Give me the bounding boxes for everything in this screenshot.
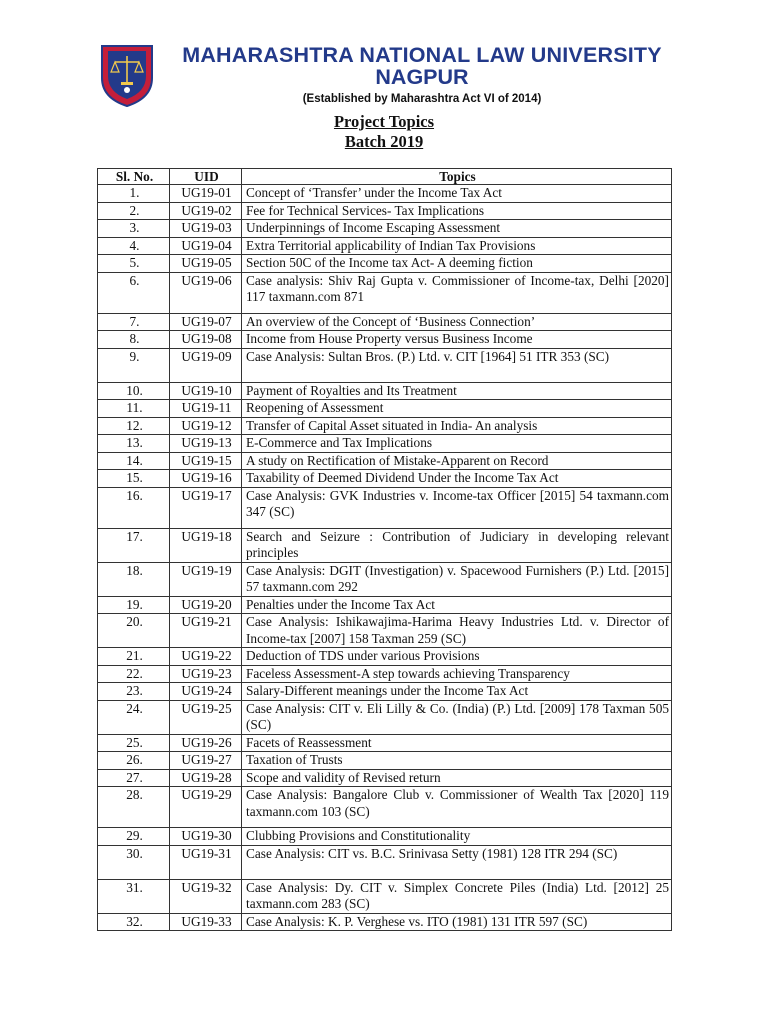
- serial-number-cell: 9.: [98, 348, 170, 382]
- document-titles: [0, 112, 768, 152]
- table-row: [98, 400, 672, 418]
- column-header-uid: UID: [170, 169, 242, 185]
- uid-cell: UG19-08: [170, 331, 242, 349]
- topic-cell: Underpinnings of Income Escaping Assessment: [242, 220, 672, 238]
- table-row: [98, 879, 672, 913]
- table-row: [98, 700, 672, 734]
- serial-number-cell: 23.: [98, 683, 170, 701]
- serial-number-cell: 11.: [98, 400, 170, 418]
- topic-cell: Deduction of TDS under various Provisions: [242, 648, 672, 666]
- uid-cell: UG19-18: [170, 528, 242, 562]
- table-row: [98, 331, 672, 349]
- serial-number-cell: 26.: [98, 752, 170, 770]
- uid-cell: UG19-25: [170, 700, 242, 734]
- serial-number-cell: 19.: [98, 596, 170, 614]
- topic-cell: Extra Territorial applicability of Indian Tax Provisions: [242, 237, 672, 255]
- topic-cell: Salary-Different meanings under the Income Tax Act: [242, 683, 672, 701]
- uid-cell: UG19-02: [170, 202, 242, 220]
- serial-number-cell: 7.: [98, 313, 170, 331]
- uid-cell: UG19-29: [170, 787, 242, 828]
- topic-cell: Case analysis: Shiv Raj Gupta v. Commissioner of Income-tax, Delhi [2020] 117 taxmann.com 871: [242, 272, 672, 313]
- serial-number-cell: 6.: [98, 272, 170, 313]
- table-row: [98, 313, 672, 331]
- table-row: [98, 828, 672, 846]
- table-row: [98, 665, 672, 683]
- topic-cell: Case Analysis: Dy. CIT v. Simplex Concrete Piles (India) Ltd. [2012] 25 taxmann.com 283 (SC): [242, 879, 672, 913]
- uid-cell: UG19-20: [170, 596, 242, 614]
- table-row: [98, 562, 672, 596]
- table-row: [98, 255, 672, 273]
- university-emblem-icon: [94, 40, 160, 108]
- serial-number-cell: 32.: [98, 913, 170, 931]
- topic-cell: Case Analysis: CIT vs. B.C. Srinivasa Setty (1981) 128 ITR 294 (SC): [242, 845, 672, 879]
- table-row: [98, 614, 672, 648]
- serial-number-cell: 17.: [98, 528, 170, 562]
- serial-number-cell: 5.: [98, 255, 170, 273]
- letterhead: [94, 38, 678, 110]
- topic-cell: Case Analysis: GVK Industries v. Income-tax Officer [2015] 54 taxmann.com 347 (SC): [242, 487, 672, 528]
- uid-cell: UG19-12: [170, 417, 242, 435]
- table-row: [98, 648, 672, 666]
- topic-cell: Facets of Reassessment: [242, 734, 672, 752]
- uid-cell: UG19-09: [170, 348, 242, 382]
- topic-cell: Payment of Royalties and Its Treatment: [242, 382, 672, 400]
- serial-number-cell: 3.: [98, 220, 170, 238]
- uid-cell: UG19-26: [170, 734, 242, 752]
- table-header-row: [98, 169, 672, 185]
- table-row: [98, 452, 672, 470]
- serial-number-cell: 14.: [98, 452, 170, 470]
- uid-cell: UG19-10: [170, 382, 242, 400]
- topic-cell: Case Analysis: Bangalore Club v. Commissioner of Wealth Tax [2020] 119 taxmann.com 103 (SC): [242, 787, 672, 828]
- uid-cell: UG19-15: [170, 452, 242, 470]
- university-city: NAGPUR: [375, 65, 469, 89]
- topic-cell: E-Commerce and Tax Implications: [242, 435, 672, 453]
- table-row: [98, 348, 672, 382]
- serial-number-cell: 22.: [98, 665, 170, 683]
- topic-cell: An overview of the Concept of ‘Business Connection’: [242, 313, 672, 331]
- table-row: [98, 734, 672, 752]
- uid-cell: UG19-33: [170, 913, 242, 931]
- topic-cell: Scope and validity of Revised return: [242, 769, 672, 787]
- topic-cell: A study on Rectification of Mistake-Apparent on Record: [242, 452, 672, 470]
- serial-number-cell: 16.: [98, 487, 170, 528]
- table-row: [98, 470, 672, 488]
- serial-number-cell: 13.: [98, 435, 170, 453]
- topic-cell: Case Analysis: K. P. Verghese vs. ITO (1981) 131 ITR 597 (SC): [242, 913, 672, 931]
- serial-number-cell: 30.: [98, 845, 170, 879]
- topic-cell: Search and Seizure : Contribution of Judiciary in developing relevant principles: [242, 528, 672, 562]
- serial-number-cell: 27.: [98, 769, 170, 787]
- table-row: [98, 185, 672, 203]
- uid-cell: UG19-27: [170, 752, 242, 770]
- table-row: [98, 596, 672, 614]
- serial-number-cell: 1.: [98, 185, 170, 203]
- table-row: [98, 913, 672, 931]
- table-row: [98, 487, 672, 528]
- topic-cell: Transfer of Capital Asset situated in India- An analysis: [242, 417, 672, 435]
- uid-cell: UG19-13: [170, 435, 242, 453]
- uid-cell: UG19-19: [170, 562, 242, 596]
- topic-cell: Penalties under the Income Tax Act: [242, 596, 672, 614]
- topic-cell: Section 50C of the Income tax Act- A deeming fiction: [242, 255, 672, 273]
- table-row: [98, 769, 672, 787]
- serial-number-cell: 12.: [98, 417, 170, 435]
- column-header-topics: Topics: [242, 169, 672, 185]
- serial-number-cell: 20.: [98, 614, 170, 648]
- project-topics-table: [97, 168, 672, 931]
- table-row: [98, 787, 672, 828]
- uid-cell: UG19-30: [170, 828, 242, 846]
- uid-cell: UG19-16: [170, 470, 242, 488]
- document-subtitle: Batch 2019: [344, 132, 424, 151]
- uid-cell: UG19-17: [170, 487, 242, 528]
- table-row: [98, 382, 672, 400]
- uid-cell: UG19-05: [170, 255, 242, 273]
- serial-number-cell: 24.: [98, 700, 170, 734]
- topic-cell: Concept of ‘Transfer’ under the Income Tax Act: [242, 185, 672, 203]
- table-row: [98, 435, 672, 453]
- column-header-sl-no: Sl. No.: [98, 169, 170, 185]
- table-row: [98, 220, 672, 238]
- uid-cell: UG19-04: [170, 237, 242, 255]
- table-row: [98, 202, 672, 220]
- topic-cell: Income from House Property versus Business Income: [242, 331, 672, 349]
- table-row: [98, 683, 672, 701]
- uid-cell: UG19-22: [170, 648, 242, 666]
- establishment-note: (Established by Maharashtra Act VI of 2014): [302, 93, 542, 105]
- topic-cell: Faceless Assessment-A step towards achieving Transparency: [242, 665, 672, 683]
- topic-cell: Taxability of Deemed Dividend Under the Income Tax Act: [242, 470, 672, 488]
- topic-cell: Reopening of Assessment: [242, 400, 672, 418]
- uid-cell: UG19-28: [170, 769, 242, 787]
- topic-cell: Taxation of Trusts: [242, 752, 672, 770]
- uid-cell: UG19-03: [170, 220, 242, 238]
- uid-cell: UG19-21: [170, 614, 242, 648]
- serial-number-cell: 25.: [98, 734, 170, 752]
- serial-number-cell: 28.: [98, 787, 170, 828]
- topic-cell: Fee for Technical Services- Tax Implications: [242, 202, 672, 220]
- table-body: [98, 185, 672, 931]
- university-name: MAHARASHTRA NATIONAL LAW UNIVERSITY: [182, 43, 662, 67]
- serial-number-cell: 8.: [98, 331, 170, 349]
- uid-cell: UG19-01: [170, 185, 242, 203]
- topic-cell: Case Analysis: CIT v. Eli Lilly & Co. (India) (P.) Ltd. [2009] 178 Taxman 505 (SC): [242, 700, 672, 734]
- table-row: [98, 752, 672, 770]
- table-row: [98, 237, 672, 255]
- serial-number-cell: 29.: [98, 828, 170, 846]
- uid-cell: UG19-23: [170, 665, 242, 683]
- uid-cell: UG19-06: [170, 272, 242, 313]
- serial-number-cell: 15.: [98, 470, 170, 488]
- topic-cell: Case Analysis: Sultan Bros. (P.) Ltd. v. CIT [1964] 51 ITR 353 (SC): [242, 348, 672, 382]
- document-title: Project Topics: [333, 112, 435, 131]
- serial-number-cell: 18.: [98, 562, 170, 596]
- serial-number-cell: 4.: [98, 237, 170, 255]
- uid-cell: UG19-07: [170, 313, 242, 331]
- uid-cell: UG19-32: [170, 879, 242, 913]
- serial-number-cell: 10.: [98, 382, 170, 400]
- topic-cell: Case Analysis: DGIT (Investigation) v. Spacewood Furnishers (P.) Ltd. [2015] 57 taxmann.com 292: [242, 562, 672, 596]
- serial-number-cell: 31.: [98, 879, 170, 913]
- uid-cell: UG19-11: [170, 400, 242, 418]
- serial-number-cell: 21.: [98, 648, 170, 666]
- table-row: [98, 528, 672, 562]
- serial-number-cell: 2.: [98, 202, 170, 220]
- table-row: [98, 845, 672, 879]
- topic-cell: Clubbing Provisions and Constitutionality: [242, 828, 672, 846]
- uid-cell: UG19-24: [170, 683, 242, 701]
- table-row: [98, 272, 672, 313]
- table-row: [98, 417, 672, 435]
- topic-cell: Case Analysis: Ishikawajima-Harima Heavy Industries Ltd. v. Director of Income-tax [2007] 158 Taxman 259 (SC): [242, 614, 672, 648]
- uid-cell: UG19-31: [170, 845, 242, 879]
